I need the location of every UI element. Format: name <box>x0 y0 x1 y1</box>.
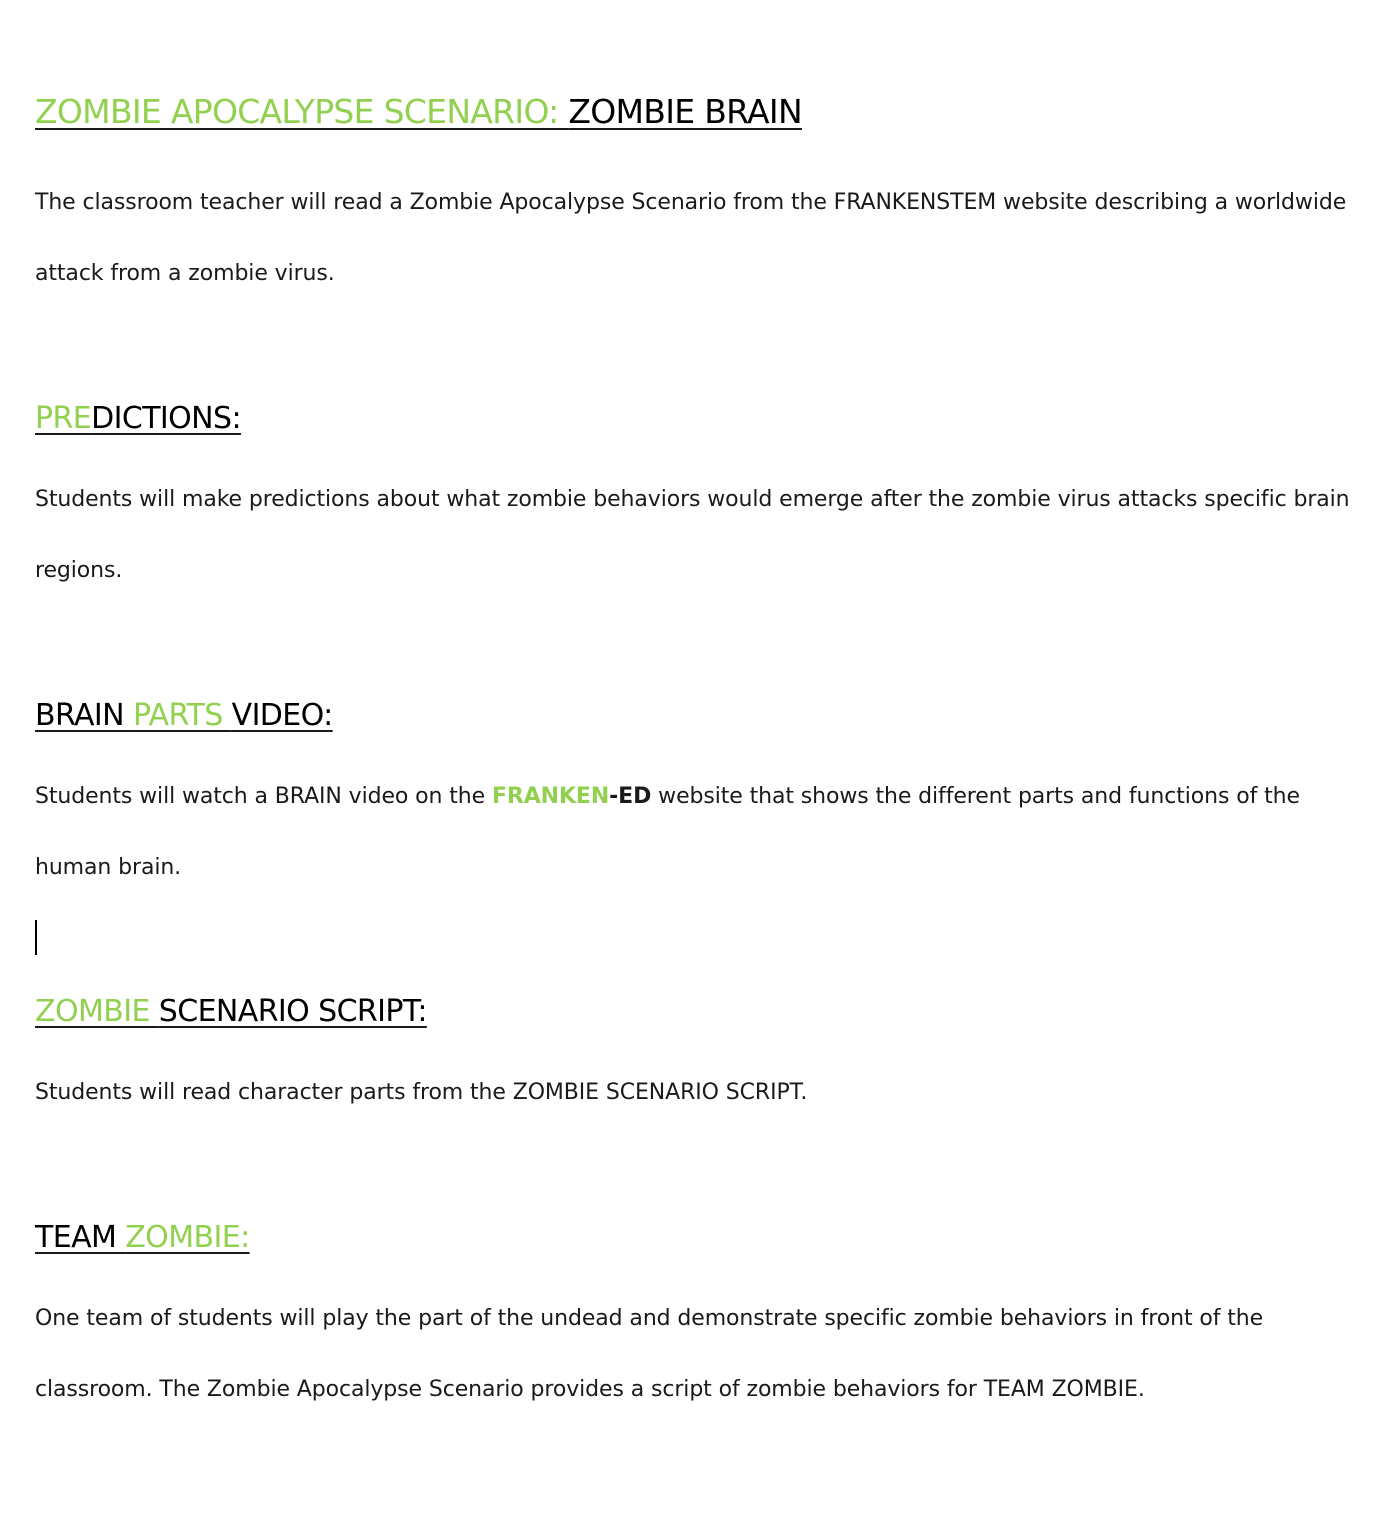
franken-brand-dark: -ED <box>609 784 652 809</box>
predictions-paragraph: Students will make predictions about what zombie behaviors would emerge after the zombie virus attacks specific brain regions. <box>35 487 1350 583</box>
brain-parts-heading <box>35 696 333 736</box>
team-heading-green: ZOMBIE: <box>125 1220 250 1255</box>
predictions-heading-black: DICTIONS: <box>91 401 241 436</box>
text-cursor <box>35 920 37 955</box>
team-heading-black: TEAM <box>35 1220 126 1255</box>
title-green-part: ZOMBIE APOCALYPSE SCENARIO: <box>35 92 569 131</box>
brain-parts-text-after: website that shows the different parts and functions of the human brain. <box>35 784 1300 880</box>
script-heading-green: ZOMBIE <box>35 994 159 1029</box>
brain-parts-heading-green: PARTS <box>132 698 232 733</box>
predictions-heading <box>35 399 241 439</box>
franken-brand-green: FRANKEN <box>491 784 610 809</box>
team-paragraph: One team of students will play the part of the undead and demonstrate specific zombie behaviors in front of the classroom. The Zombie Apocalypse Scenario provides a script of zombie behaviors for TEAM ZOMBIE. <box>35 1306 1264 1402</box>
brain-parts-text-before: Students will watch a BRAIN video on the <box>35 784 492 809</box>
document-title <box>35 92 802 132</box>
brain-parts-paragraph <box>35 761 1365 903</box>
team-heading <box>35 1218 250 1258</box>
script-heading <box>35 992 427 1032</box>
predictions-heading-green: PRE <box>35 401 92 436</box>
title-black-part: ZOMBIE BRAIN <box>568 92 802 131</box>
brain-parts-heading-black-2: VIDEO: <box>231 698 333 733</box>
brain-parts-heading-black-1: BRAIN <box>35 698 133 733</box>
script-heading-black: SCENARIO SCRIPT: <box>158 994 427 1029</box>
intro-paragraph: The classroom teacher will read a Zombie Apocalypse Scenario from the FRANKENSTEM website describing a worldwide attack from a zombie virus. <box>35 190 1347 286</box>
script-paragraph: Students will read character parts from the ZOMBIE SCENARIO SCRIPT. <box>35 1080 808 1105</box>
